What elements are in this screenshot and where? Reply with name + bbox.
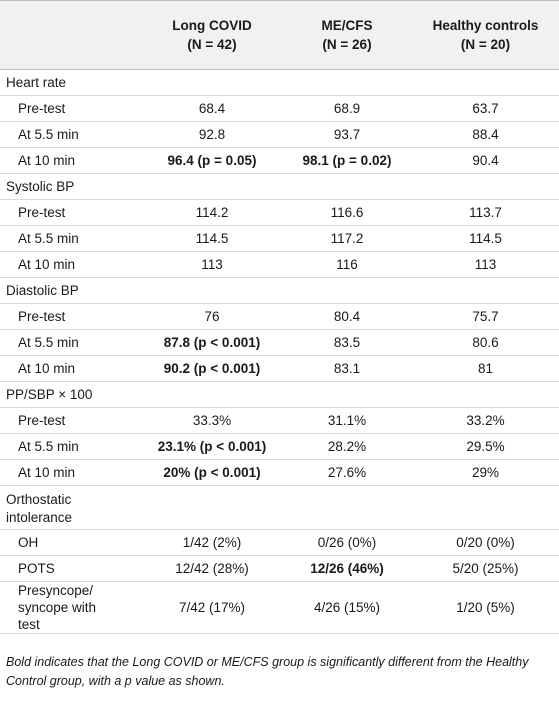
header-long-covid-title: Long COVID [172,18,252,33]
cell-healthy: 63.7 [412,96,559,122]
table-row [0,356,559,382]
table-row [0,122,559,148]
cell-long-covid: 92.8 [142,122,282,148]
cell-mecfs: 80.4 [282,304,412,330]
cell-healthy: 88.4 [412,122,559,148]
header-blank [0,1,142,70]
header-healthy-title: Healthy controls [432,18,539,33]
section-row [0,278,559,304]
table-header [0,1,559,70]
table-row [0,530,559,556]
row-label: At 5.5 min [0,122,142,148]
row-label: At 10 min [0,356,142,382]
row-label: POTS [0,556,142,582]
table-row [0,582,559,634]
section-row [0,174,559,200]
row-label: At 10 min [0,148,142,174]
section-systolic-bp: Systolic BP [0,174,559,200]
table-row [0,434,559,460]
cell-long-covid: 20% (p < 0.001) [142,460,282,486]
cell-mecfs: 27.6% [282,460,412,486]
header-healthy-controls [412,1,559,70]
table-row [0,304,559,330]
cell-healthy: 113.7 [412,200,559,226]
row-label: At 5.5 min [0,226,142,252]
cell-mecfs: 93.7 [282,122,412,148]
cell-long-covid: 90.2 (p < 0.001) [142,356,282,382]
cell-mecfs: 68.9 [282,96,412,122]
cell-long-covid: 113 [142,252,282,278]
table-body [0,70,559,634]
row-label: Pre-test [0,304,142,330]
cell-healthy: 80.6 [412,330,559,356]
cell-mecfs: 116 [282,252,412,278]
cell-long-covid: 23.1% (p < 0.001) [142,434,282,460]
section-row [0,382,559,408]
cell-mecfs: 4/26 (15%) [282,582,412,634]
cell-mecfs: 83.1 [282,356,412,382]
cell-mecfs: 31.1% [282,408,412,434]
cell-healthy: 0/20 (0%) [412,530,559,556]
cell-healthy: 75.7 [412,304,559,330]
row-label: At 10 min [0,252,142,278]
cell-healthy: 114.5 [412,226,559,252]
table-row [0,330,559,356]
cell-mecfs: 83.5 [282,330,412,356]
cell-healthy: 29% [412,460,559,486]
row-label: At 10 min [0,460,142,486]
table-row [0,408,559,434]
section-heart-rate: Heart rate [0,70,559,96]
section-row [0,486,559,530]
table-footnote: Bold indicates that the Long COVID or ME/CFS group is significantly different from the Healthy Control group, with a p value as shown. [6,655,529,688]
cell-mecfs: 98.1 (p = 0.02) [282,148,412,174]
table-row [0,556,559,582]
cell-healthy: 29.5% [412,434,559,460]
cell-mecfs: 0/26 (0%) [282,530,412,556]
cell-healthy: 5/20 (25%) [412,556,559,582]
cell-mecfs: 28.2% [282,434,412,460]
cell-healthy: 90.4 [412,148,559,174]
table-row [0,226,559,252]
header-mecfs-title: ME/CFS [321,18,373,33]
row-label: Pre-test [0,200,142,226]
table-row [0,148,559,174]
row-label: Pre-test [0,96,142,122]
cell-healthy: 33.2% [412,408,559,434]
row-label: OH [0,530,142,556]
cell-long-covid: 33.3% [142,408,282,434]
row-label: Pre-test [0,408,142,434]
cell-mecfs: 117.2 [282,226,412,252]
cell-mecfs: 12/26 (46%) [282,556,412,582]
cell-long-covid: 76 [142,304,282,330]
cell-mecfs: 116.6 [282,200,412,226]
header-mecfs [282,1,412,70]
cell-long-covid: 114.5 [142,226,282,252]
table-row [0,460,559,486]
section-diastolic-bp: Diastolic BP [0,278,559,304]
section-spacer [142,486,559,530]
table-row [0,252,559,278]
header-long-covid-n: (N = 42) [187,37,237,52]
table-row [0,96,559,122]
row-label: Presyncope/ syncope with test [0,582,142,634]
header-mecfs-n: (N = 26) [322,37,372,52]
cell-long-covid: 68.4 [142,96,282,122]
header-healthy-n: (N = 20) [460,37,511,52]
section-row [0,70,559,96]
cell-long-covid: 87.8 (p < 0.001) [142,330,282,356]
table-row [0,200,559,226]
header-long-covid [142,1,282,70]
cell-long-covid: 96.4 (p = 0.05) [142,148,282,174]
cell-long-covid: 114.2 [142,200,282,226]
cell-healthy: 1/20 (5%) [412,582,559,634]
cell-healthy: 81 [412,356,559,382]
cell-long-covid: 1/42 (2%) [142,530,282,556]
cell-healthy: 113 [412,252,559,278]
section-orthostatic-intolerance: Orthostatic intolerance [0,486,142,530]
cell-long-covid: 12/42 (28%) [142,556,282,582]
cell-long-covid: 7/42 (17%) [142,582,282,634]
section-pp-sbp: PP/SBP × 100 [0,382,559,408]
row-label: At 5.5 min [0,330,142,356]
row-label: At 5.5 min [0,434,142,460]
